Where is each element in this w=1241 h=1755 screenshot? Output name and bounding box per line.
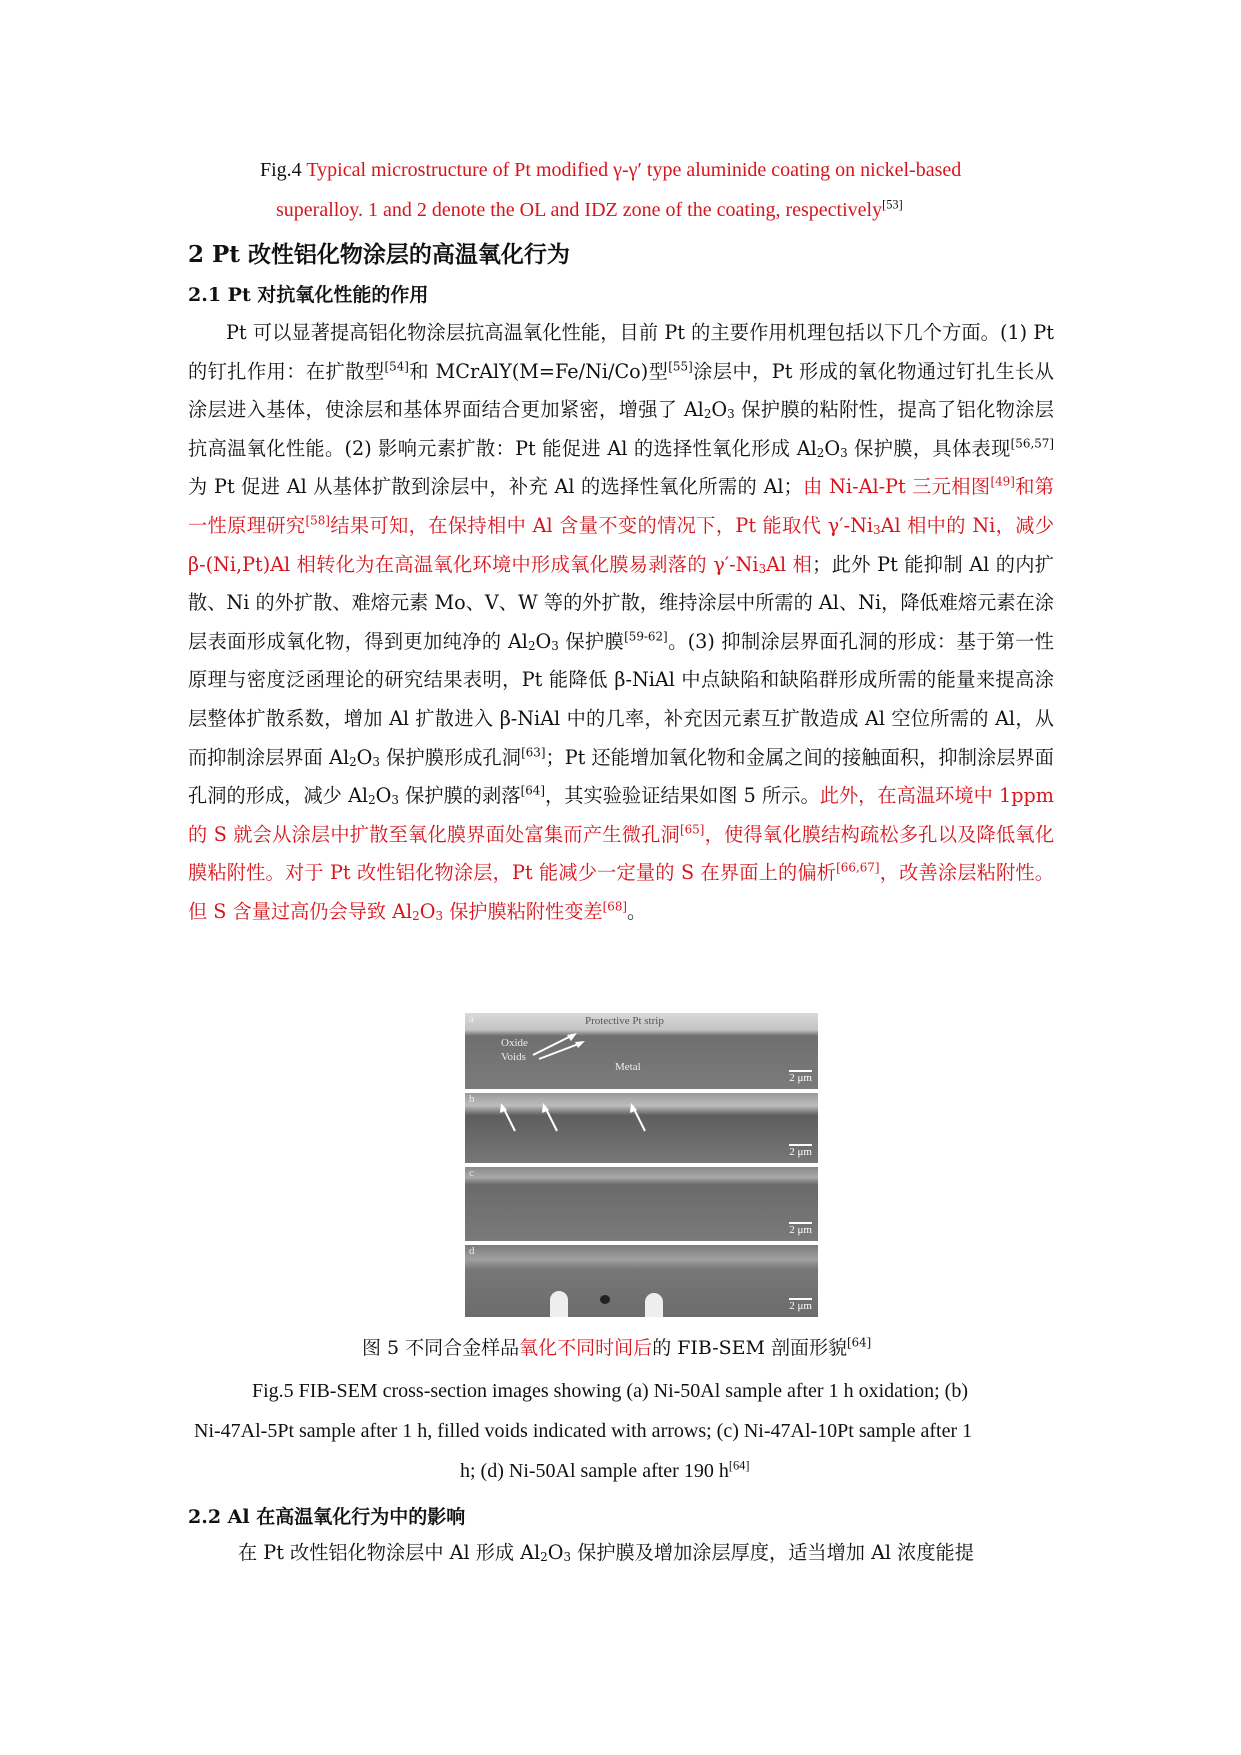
panel-letter: c bbox=[469, 1167, 474, 1179]
scale-bar: 2 μm bbox=[789, 1300, 812, 1312]
highlight-text: 保护膜粘附性变差 bbox=[443, 899, 603, 923]
subscript: 3 bbox=[873, 523, 881, 538]
citation: [56,57] bbox=[1010, 436, 1054, 451]
text: 保护膜的剥落 bbox=[398, 784, 521, 808]
highlight-text: O bbox=[419, 899, 436, 923]
fig5-panel-d bbox=[465, 1245, 818, 1317]
panel-label-metal: Metal bbox=[615, 1061, 641, 1073]
highlight-text: 和第一性原理研究 bbox=[188, 475, 1054, 537]
dark-spot bbox=[600, 1295, 610, 1304]
citation: [54] bbox=[384, 359, 409, 374]
subscript: 2 bbox=[540, 1550, 548, 1565]
arrow-icon bbox=[531, 1031, 591, 1061]
citation: [68] bbox=[602, 899, 628, 914]
arrow-icon bbox=[495, 1101, 695, 1135]
citation: [55] bbox=[668, 359, 693, 374]
highlight-text: 结果可知，在保持相中 Al 含量不变的情况下，Pt 能取代 γ′-Ni bbox=[329, 513, 874, 537]
subscript: 2 bbox=[349, 754, 357, 769]
text: 保护膜及增加涂层厚度，适当增加 Al 浓度能提 bbox=[571, 1541, 974, 1564]
highlight-text: ，改善涂层粘附性。但 S 含量过高仍会导致 Al bbox=[188, 861, 1054, 923]
particle-highlight bbox=[645, 1293, 663, 1317]
fig4-caption-text: Typical microstructure of Pt modified γ-γ′ type aluminide coating on nickel-based bbox=[306, 159, 962, 181]
fig4-ref: [53] bbox=[882, 197, 903, 212]
text: 和 MCrAlY(M=Fe/Ni/Co)型 bbox=[408, 359, 669, 383]
subscript: 2 bbox=[412, 909, 420, 924]
text: O bbox=[535, 629, 552, 653]
scale-bar: 2 μm bbox=[789, 1146, 812, 1158]
caption-text: 的 FIB-SEM 剖面形貌 bbox=[652, 1337, 848, 1359]
citation: [59-62] bbox=[624, 629, 668, 644]
text: 保护膜，具体表现 bbox=[847, 436, 1011, 460]
fig5-caption-en-2: Ni-47Al-5Pt sample after 1 h, filled voids indicated with arrows; (c) Ni-47Al-10Pt sample after 1 bbox=[194, 1420, 973, 1442]
panel-label-oxide: Oxide bbox=[501, 1037, 528, 1049]
panel-letter: b bbox=[469, 1093, 475, 1105]
citation: [65] bbox=[679, 822, 705, 837]
subscript: 3 bbox=[758, 561, 767, 576]
section-2-heading: 2 Pt 改性铝化物涂层的高温氧化行为 bbox=[188, 241, 570, 268]
citation: [66,67] bbox=[836, 860, 880, 875]
subscript: 2 bbox=[527, 638, 536, 653]
highlight-text: ，使得氧化膜结构疏松多孔以及降低氧化膜粘附性。对于 Pt 改性铝化物涂层，Pt 能减少一定量的 S 在界面上的偏析 bbox=[188, 822, 1055, 885]
fig4-caption-line2 bbox=[276, 198, 903, 222]
text: O bbox=[356, 745, 373, 769]
subscript: 3 bbox=[840, 445, 848, 460]
panel-label-protective: Protective Pt strip bbox=[585, 1015, 664, 1027]
text: ，其实验验证结果如图 5 所示。 bbox=[545, 784, 820, 808]
fig5-caption-en-1: Fig.5 FIB-SEM cross-section images showing (a) Ni-50Al sample after 1 h oxidation; (b) bbox=[252, 1380, 968, 1402]
citation: [63] bbox=[521, 745, 546, 760]
paragraph-al-effect bbox=[188, 1534, 1054, 1573]
caption-highlight: 氧化不同时间后 bbox=[519, 1337, 653, 1359]
citation: [64] bbox=[728, 1458, 750, 1473]
fig5-panel-b bbox=[465, 1093, 818, 1163]
fig5-panel-a bbox=[465, 1013, 818, 1089]
caption-text: h; (d) Ni-50Al sample after 190 h bbox=[460, 1460, 729, 1482]
citation: [58] bbox=[305, 513, 330, 528]
citation: [64] bbox=[847, 1335, 872, 1350]
text: 在 Pt 改性铝化物涂层中 Al 形成 Al bbox=[238, 1541, 541, 1564]
fig5-caption-cn bbox=[362, 1337, 871, 1360]
panel-label-voids: Voids bbox=[501, 1051, 526, 1063]
text: 。(3) 抑制涂层界面孔洞的形成：基于第一性原理与密度泛函理论的研究结果表明，Pt 能降低 β-NiAl 中点缺陷和缺陷群形成所需的能量来提高涂层整体扩散系数，增加 Al 扩散进入 β-NiAl 中的几率，补充因元素互扩散造成 Al 空位所需的 Al，从而抑制涂层界面 Al bbox=[188, 629, 1054, 769]
section-2-2-heading: 2.2 Al 在高温氧化行为中的影响 bbox=[188, 1506, 466, 1528]
text: 保护膜 bbox=[558, 629, 625, 653]
subscript: 3 bbox=[391, 793, 399, 808]
scale-bar: 2 μm bbox=[789, 1072, 812, 1084]
panel-letter: d bbox=[469, 1245, 475, 1257]
citation: [64] bbox=[520, 783, 545, 798]
text: ；Pt 还能增加氧化物和金属之间的接触面积，抑制涂层界面孔洞的形成，减少 Al bbox=[188, 745, 1054, 808]
text: O bbox=[375, 784, 392, 808]
panel-letter: a bbox=[469, 1013, 474, 1025]
subscript: 3 bbox=[435, 909, 444, 924]
text: 为 Pt 促进 Al 从基体扩散到涂层中，补充 Al 的选择性氧化所需的 Al； bbox=[188, 475, 803, 499]
text: ；此外 Pt 能抑制 Al 的内扩散、Ni 的外扩散、难熔元素 Mo、V、W 等的外扩散，维持涂层中所需的 Al、Ni，降低难熔元素在涂层表面形成氧化物，得到更加纯净的 Al bbox=[188, 552, 1054, 653]
text: O bbox=[711, 398, 728, 422]
fig5-panel-c bbox=[465, 1167, 818, 1241]
scale-bar: 2 μm bbox=[789, 1224, 812, 1236]
subscript: 3 bbox=[563, 1550, 572, 1565]
subscript: 2 bbox=[816, 445, 825, 460]
caption-text: 图 5 不同合金样品 bbox=[362, 1337, 520, 1359]
particle-highlight bbox=[550, 1291, 568, 1317]
highlight-text: Al 相 bbox=[766, 552, 813, 576]
section-2-1-heading: 2.1 Pt 对抗氧化性能的作用 bbox=[188, 284, 429, 306]
subscript: 3 bbox=[372, 754, 380, 769]
text: 保护膜的粘附性，提高了铝化物涂层抗高温氧化性能。(2) 影响元素扩散：Pt 能促进 Al 的选择性氧化形成 Al bbox=[188, 398, 1054, 460]
text: 。 bbox=[627, 899, 647, 923]
fig5-caption-en-3 bbox=[460, 1459, 749, 1483]
citation: [49] bbox=[990, 475, 1015, 489]
highlight-text: Al 相中的 Ni，减少 β-(Ni,Pt)Al 相转化为在高温氧化环境中形成氧化膜易剥落的 γ′-Ni bbox=[188, 513, 1055, 576]
text: O bbox=[824, 436, 841, 460]
text: Pt 可以显著提高铝化物涂层抗高温氧化性能，目前 Pt 的主要作用机理包括以下几个方面。(1) Pt 的钉扎作用：在扩散型 bbox=[188, 321, 1054, 383]
text: O bbox=[547, 1541, 564, 1564]
subscript: 3 bbox=[727, 407, 735, 422]
highlight-text: 由 Ni-Al-Pt 三元相图 bbox=[802, 475, 991, 499]
subscript: 3 bbox=[551, 638, 559, 653]
fig4-caption-line1 bbox=[260, 158, 961, 182]
subscript: 2 bbox=[703, 407, 712, 422]
fig4-caption-text-2: superalloy. 1 and 2 denote the OL and IDZ zone of the coating, respectively bbox=[276, 199, 883, 221]
text: 涂层中，Pt 形成的氧化物通过钉扎生长从涂层进入基体，使涂层和基体界面结合更加紧密，增强了 Al bbox=[188, 359, 1054, 422]
fig4-caption-prefix: Fig.4 bbox=[260, 159, 307, 181]
paragraph-pt-effect bbox=[188, 314, 1054, 932]
text: 保护膜形成孔洞 bbox=[379, 745, 522, 769]
highlight-text: 此外，在高温环境中 1ppm 的 S 就会从涂层中扩散至氧化膜界面处富集而产生微孔洞 bbox=[188, 784, 1054, 846]
subscript: 2 bbox=[368, 793, 376, 808]
